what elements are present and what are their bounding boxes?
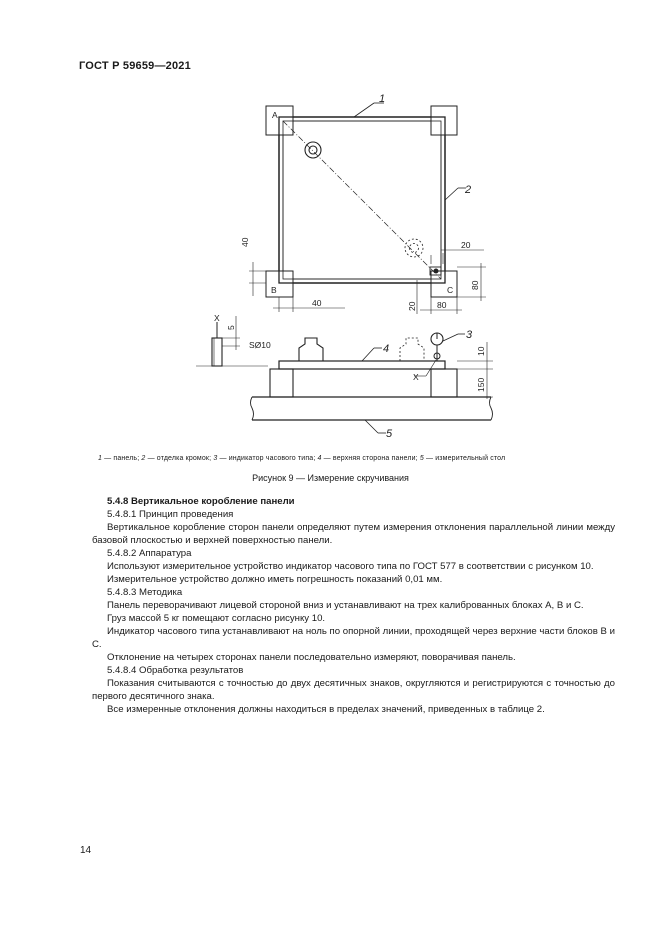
- dim-20-bottom: 20: [407, 301, 417, 311]
- weight-circle-top: [305, 142, 321, 158]
- block-top-right: [431, 106, 457, 135]
- paragraph: Вертикальное коробление сторон панели определяют путем измерения отклонения параллельной линии между базовой плоскостью и верхней поверхностью панели.: [92, 522, 615, 546]
- weight-dashed: [400, 338, 424, 361]
- page-number: 14: [80, 845, 92, 856]
- block-side-left: [270, 369, 293, 397]
- plan-view: [249, 103, 486, 314]
- paragraph: Используют измерительное устройство индикатор часового типа по ГОСТ 577 в соответствии с рисунком 10.: [107, 561, 594, 572]
- paragraph: Отклонение на четырех сторонах панели последовательно измеряют, поворачивая панель.: [107, 652, 516, 663]
- subsection-title: 5.4.8.1 Принцип проведения: [107, 509, 234, 520]
- paragraph: Индикатор часового типа устанавливают на ноль по опорной линии, проходящей через верхние части блоков В и С.: [92, 626, 615, 650]
- weight-circle-bottom: [405, 239, 423, 257]
- label-block-c: C: [447, 285, 454, 295]
- document-header: ГОСТ Р 59659—2021: [79, 60, 191, 72]
- label-block-b: B: [271, 285, 277, 295]
- subsection-title: 5.4.8.3 Методика: [107, 587, 183, 598]
- callout-4: 4: [383, 343, 390, 355]
- x-label-left: X: [214, 313, 220, 323]
- subsection-title: 5.4.8.2 Аппаратура: [107, 548, 192, 559]
- paragraph: Все измеренные отклонения должны находиться в пределах значений, приведенных в таблице 2.: [107, 704, 545, 715]
- weight-solid: [299, 338, 323, 361]
- dim-80-right: 80: [470, 280, 480, 290]
- paragraph: Панель переворачивают лицевой стороной вниз и устанавливают на трех калиброванных блоках А, В и С.: [107, 600, 584, 611]
- subsection-title: 5.4.8.4 Обработка результатов: [107, 665, 244, 676]
- x-label-side: X: [413, 372, 419, 382]
- dim-20-right: 20: [461, 240, 471, 250]
- dim-40-left: 40: [240, 237, 250, 247]
- dim-80-bottom: 80: [437, 300, 447, 310]
- dim-150: 150: [476, 377, 486, 392]
- dim-10: 10: [476, 346, 486, 356]
- dim-40-bottom: 40: [312, 298, 322, 308]
- paragraph: Измерительное устройство должно иметь погрешность показаний 0,01 мм.: [107, 574, 443, 585]
- figure-caption: Рисунок 9 — Измерение скручивания: [252, 473, 409, 483]
- dim-5: 5: [226, 325, 236, 330]
- sphere-dim: SØ10: [249, 340, 271, 350]
- block-side-right: [431, 369, 457, 397]
- section-heading: 5.4.8 Вертикальное коробление панели: [107, 496, 295, 507]
- figure-legend: 1 — панель; 2 — отделка кромок; 3 — индикатор часового типа; 4 — верхняя сторона панели; 5 — измерительный стол: [98, 455, 506, 462]
- callout-1: 1: [379, 93, 386, 105]
- elevation-view: [196, 316, 493, 433]
- label-block-a: A: [272, 110, 278, 120]
- paragraph: Груз массой 5 кг помещают согласно рисунку 10.: [107, 613, 326, 624]
- callout-3: 3: [466, 329, 473, 341]
- callout-2: 2: [465, 184, 472, 196]
- indicator-sketch: [212, 338, 222, 366]
- paragraph: Показания считываются с точностью до двух десятичных знаков, округляются и регистрируются с точностью до первого десятичного знака.: [92, 678, 615, 702]
- panel-side: [279, 361, 445, 369]
- callout-5: 5: [386, 428, 393, 440]
- section-5-4-8: [92, 495, 615, 716]
